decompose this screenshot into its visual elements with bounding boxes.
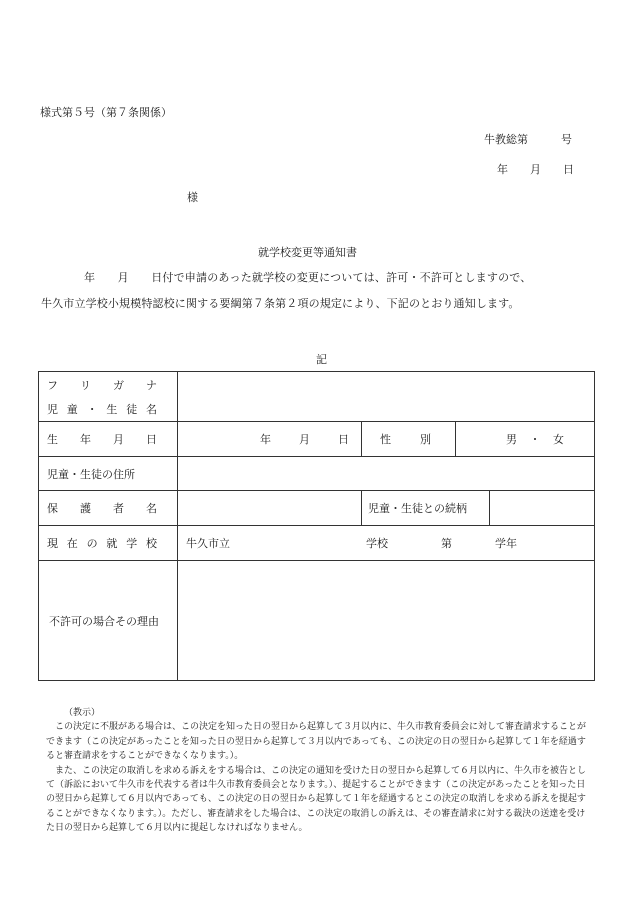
- addressee-suffix: 様: [187, 191, 198, 204]
- school-prefix: 牛久市立: [186, 537, 230, 550]
- name-label-cell: [39, 372, 178, 422]
- current-school-field[interactable]: [178, 526, 595, 561]
- address-label: 児童・生徒の住所: [39, 457, 178, 491]
- guardian-label: 保 護 者 名: [39, 491, 178, 526]
- relationship-label: 児童・生徒との続柄: [362, 491, 490, 526]
- row-birthdate: [39, 422, 595, 457]
- document-title: 就学校変更等通知書: [258, 246, 357, 259]
- furigana-label: フ リ ガ ナ: [47, 378, 157, 392]
- body-line-1: 年 月 日付で申請のあった就学校の変更については、許可・不許可としますので、: [84, 271, 532, 284]
- reason-label: 不許可の場合その理由: [39, 561, 178, 681]
- row-current-school: [39, 526, 595, 561]
- notice-paragraph-2: また、この決定の取消しを求める訴えをする場合は、この決定の通知を受けた日の翌日から起算して６月以内に、牛久市を被告として（訴訟において牛久市を代表する者は牛久市教育委員会となります。）、提起することができます（この決定があったことを知った日の翌日から起算して６月以内であっても、この決定の日の翌日から起算して１年を経過するとこの決定の取消しを求める訴えを提起することができなくなります。）。ただし、審査請求をした場合は、この決定の取消しの訴えは、その審査請求に対する裁決の送達を受けた日の翌日から起算して６月以内に提起しなければなりません。: [46, 765, 587, 834]
- body-line-2: 牛久市立学校小規模特認校に関する要綱第７条第２項の規定により、下記のとおり通知します。: [41, 297, 520, 310]
- notice-heading: （教示）: [64, 708, 101, 718]
- application-form-table: [38, 371, 595, 681]
- row-guardian: [39, 491, 595, 526]
- sex-label: 性 別: [362, 422, 456, 457]
- student-name-label: 児 童 ・ 生 徒 名: [47, 402, 157, 416]
- ki-marker: 記: [316, 353, 327, 366]
- relationship-field[interactable]: [490, 491, 595, 526]
- birthdate-label: 生 年 月 日: [39, 422, 178, 457]
- grade-dai: 第: [441, 537, 452, 550]
- grade-year: 学年: [495, 537, 517, 550]
- reason-field[interactable]: [178, 561, 595, 681]
- issue-date: 年 月 日: [497, 163, 574, 176]
- row-address: [39, 457, 595, 491]
- guardian-name-field[interactable]: [178, 491, 362, 526]
- student-name-field[interactable]: [178, 372, 595, 422]
- row-reason: [39, 561, 595, 681]
- current-school-label: 現 在 の 就 学 校: [39, 526, 178, 561]
- address-field[interactable]: [178, 457, 595, 491]
- form-number: 様式第５号（第７条関係）: [40, 106, 172, 119]
- document-number: 牛教総第 号: [484, 133, 572, 146]
- school-suffix: 学校: [366, 537, 388, 550]
- birthdate-field[interactable]: 年 月 日: [178, 422, 362, 457]
- legal-notice: [46, 706, 594, 836]
- notice-paragraph-1: この決定に不服がある場合は、この決定を知った日の翌日から起算して３月以内に、牛久市教育委員会に対して審査請求することができます（この決定があったことを知った日の翌日から起算して３月以内であっても、この決定の日の翌日から起算して１年を経過すると審査請求をすることができなくなります。）。: [46, 722, 587, 762]
- sex-field[interactable]: 男 ・ 女: [456, 422, 595, 457]
- row-name: [39, 372, 595, 422]
